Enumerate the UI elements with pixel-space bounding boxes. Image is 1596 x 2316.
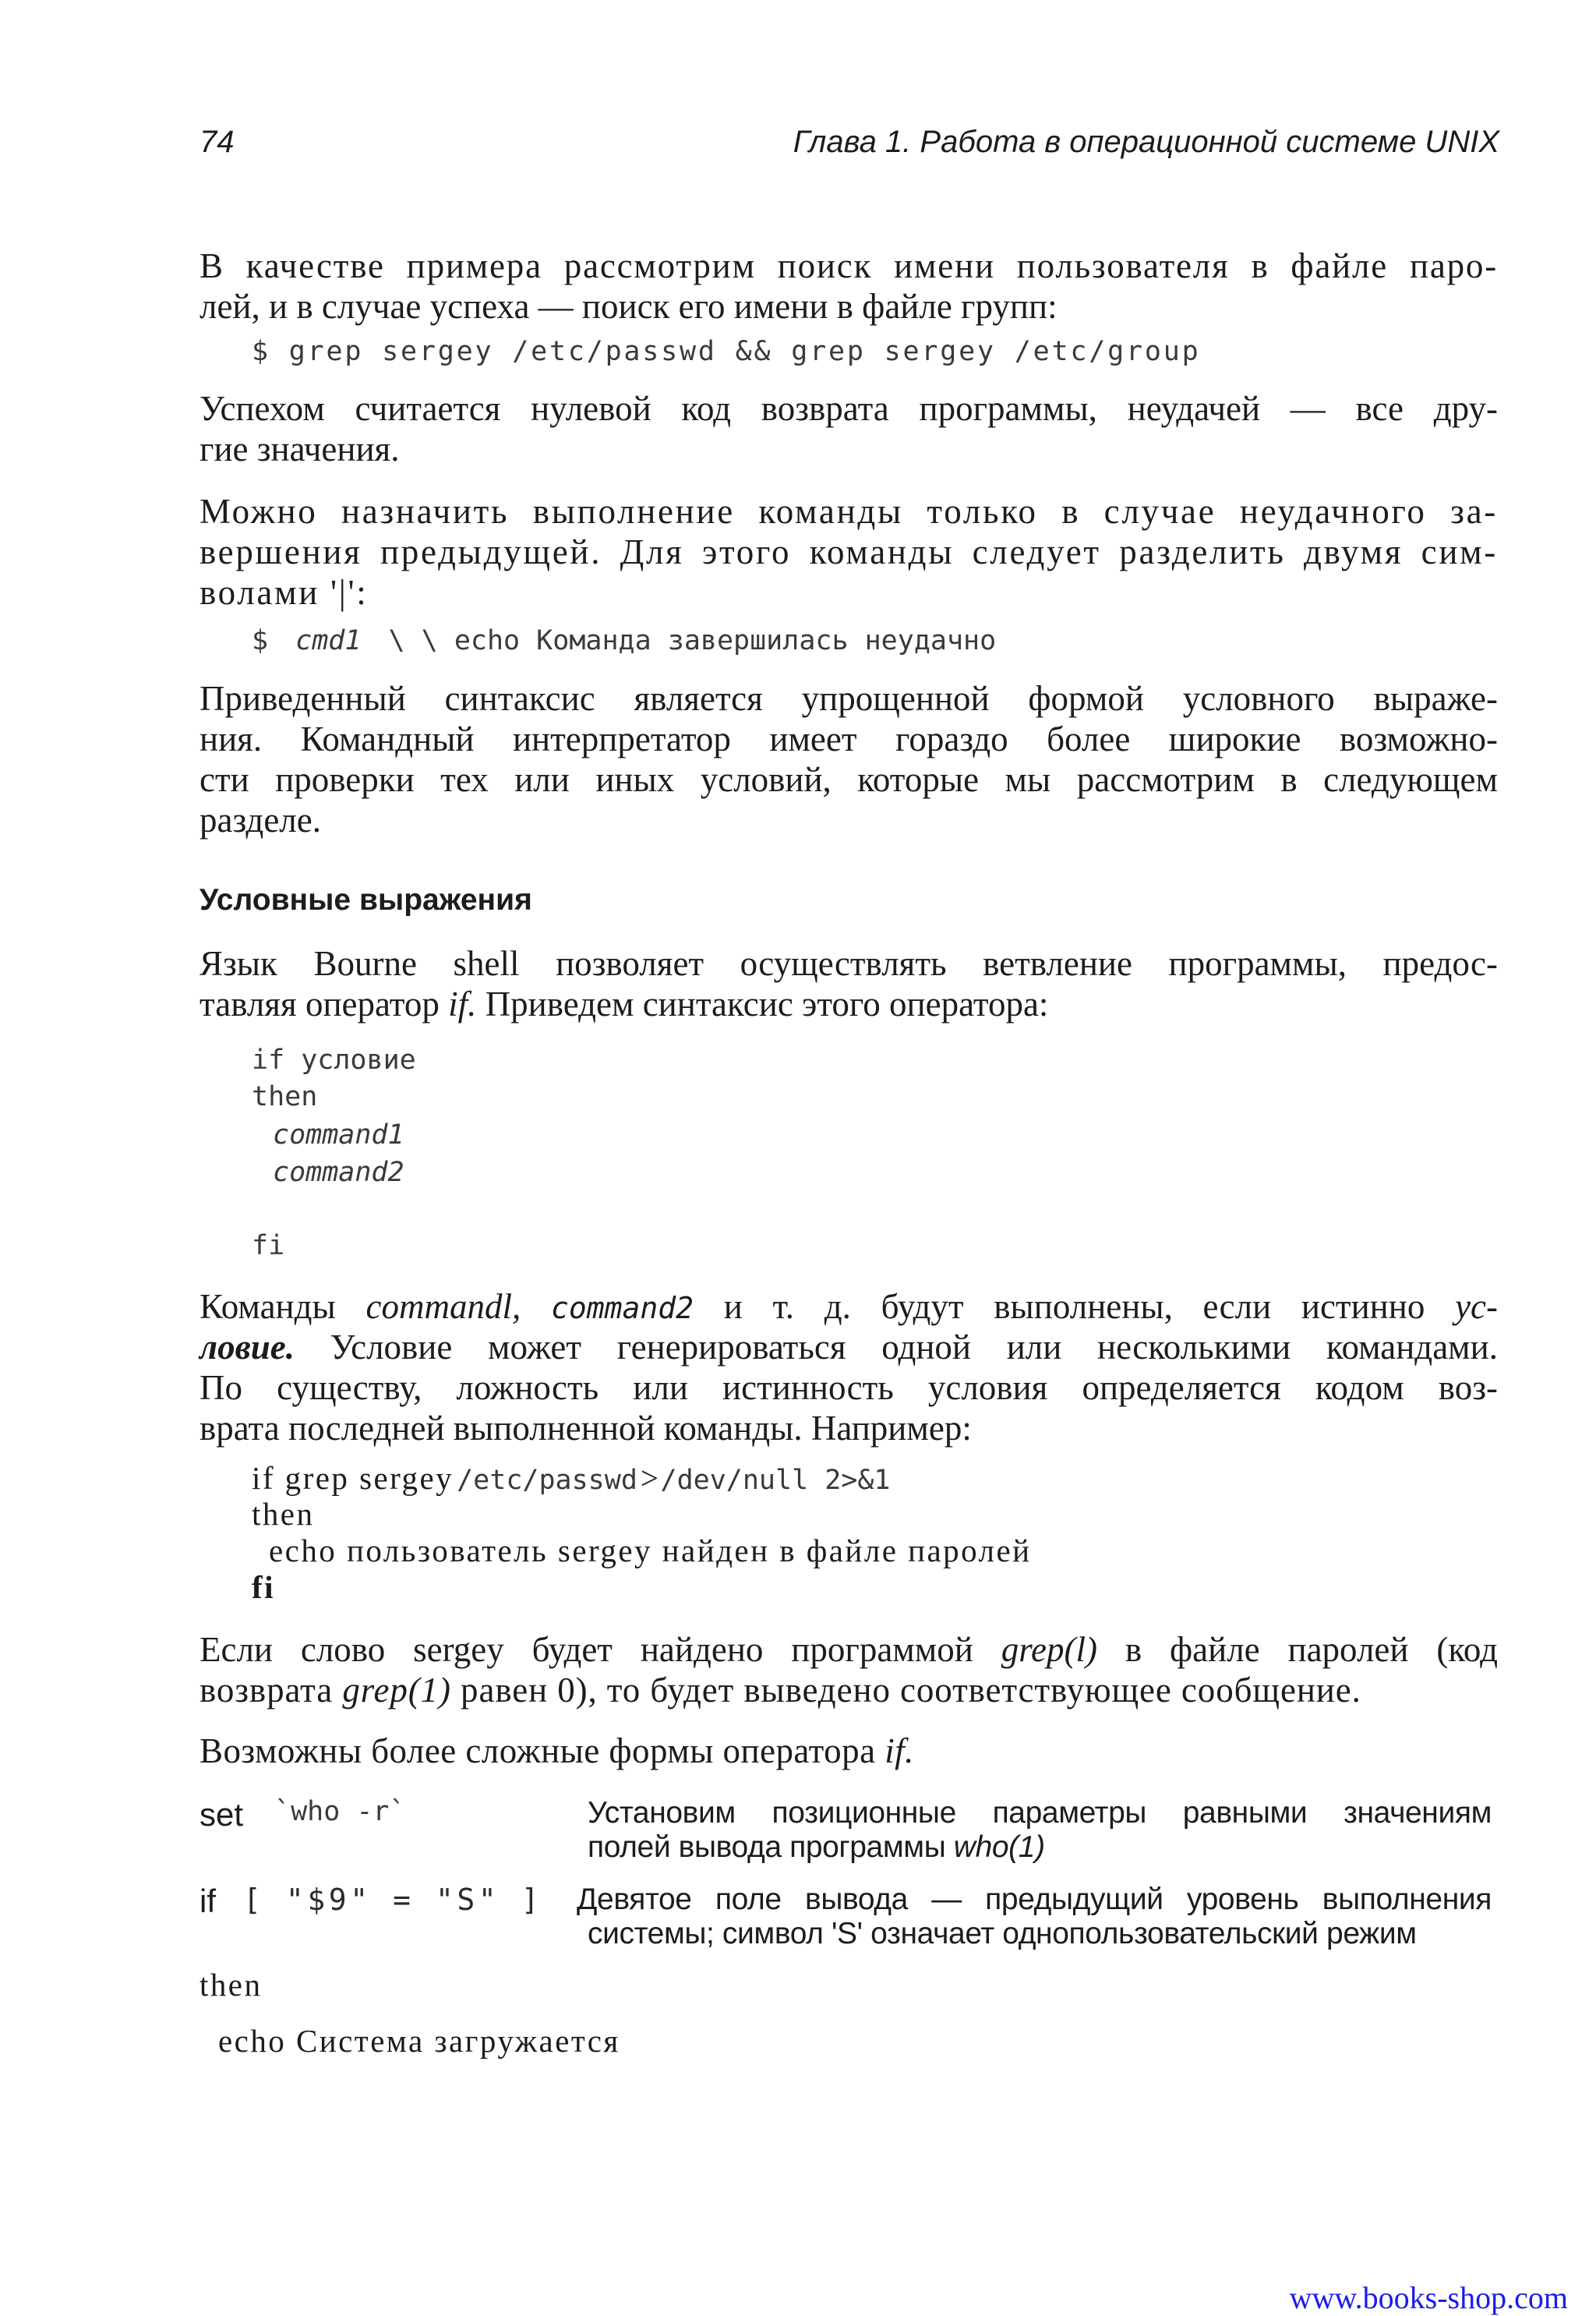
syntax-line-fi: fi xyxy=(252,1230,285,1261)
keyword-if: if. xyxy=(885,1731,914,1770)
paragraph-line: В качестве примера рассмотрим поиск имени пользователя в файле паро- xyxy=(200,246,1498,285)
description-line xyxy=(588,1830,1492,1865)
paragraph-line xyxy=(200,1327,1498,1367)
paragraph-line: Язык Bourne shell позволяет осуществлять ветвление программы, предос- xyxy=(200,944,1498,983)
syntax-line-command2: command2 xyxy=(273,1157,404,1188)
paragraph-line: разделе. xyxy=(200,801,321,840)
text-fragment: полей вывода программы xyxy=(588,1830,954,1864)
example2-then: then xyxy=(200,1967,263,2003)
text-fragment: Возможны более сложные формы оператора xyxy=(200,1731,885,1770)
example-line-echo: echo пользователь sergey найден в файле паролей xyxy=(269,1533,1032,1568)
code-command-name: cmd1 xyxy=(295,625,362,656)
paragraph-line: лей, и в случае успеха — поиск его имени в файле групп: xyxy=(200,287,1058,326)
code-or-example xyxy=(252,625,996,656)
example-line-if xyxy=(252,1459,891,1497)
paragraph-line: Успехом считается нулевой код возврата программы, неудачей — все дру- xyxy=(200,389,1498,428)
code-fragment: /dev/null 2>&1 xyxy=(660,1465,891,1496)
code-prompt: $ xyxy=(252,625,269,656)
example-line-then: then xyxy=(252,1496,315,1532)
text-fragment: и т. д. будут выполнены, если истинно xyxy=(694,1287,1456,1326)
example2-if-description xyxy=(577,1883,1492,1951)
running-head: Глава 1. Работа в операционной системе UNIX xyxy=(793,125,1499,159)
example-line-fi: fi xyxy=(252,1569,275,1605)
paragraph-complex-forms xyxy=(200,1731,914,1771)
example2-echo: echo Система загружается xyxy=(218,2023,620,2059)
watermark-link[interactable]: www.books-shop.com xyxy=(1289,2280,1568,2315)
text-fragment: Если слово sergey будет найдено программой xyxy=(200,1630,1001,1669)
page-number: 74 xyxy=(200,125,235,159)
term-command1: commandl, xyxy=(365,1287,521,1326)
text-fragment: тавляя оператор xyxy=(200,985,449,1024)
example2-set-arg: `who -r` xyxy=(274,1796,406,1827)
paragraph-success-code xyxy=(200,388,1498,469)
paragraph-bourne-shell xyxy=(200,943,1498,1024)
text-fragment: возврата xyxy=(200,1671,343,1710)
keyword-if: if. xyxy=(448,985,477,1024)
description-line: Установим позиционные параметры равными значениям xyxy=(588,1796,1492,1830)
paragraph-line: сти проверки тех или иных условий, которые мы рассмотрим в следующем xyxy=(200,760,1498,799)
paragraph-grep-result xyxy=(200,1629,1498,1710)
term-grep: grep(1) xyxy=(342,1671,451,1710)
code-fragment: /etc/passwd xyxy=(457,1465,637,1496)
paragraph-line: врата последней выполненной команды. Например: xyxy=(200,1409,972,1448)
paragraph-line: Можно назначить выполнение команды только в случае неудачного за- xyxy=(200,492,1498,531)
syntax-line-command1: command1 xyxy=(273,1119,404,1151)
code-fragment: > xyxy=(640,1460,661,1496)
example2-set-description xyxy=(588,1796,1492,1865)
syntax-line-then: then xyxy=(252,1081,318,1112)
text-fragment: в файле паролей (код xyxy=(1097,1630,1499,1669)
paragraph-line: вершения предыдущей. Для этого команды следует разделить двумя сим- xyxy=(200,532,1498,571)
code-rest: \ \ echo Команда завершилась неудачно xyxy=(388,625,997,656)
example2-set-keyword: set xyxy=(200,1796,244,1833)
text-fragment: Приведем синтаксис этого оператора: xyxy=(476,985,1049,1024)
text-fragment: равен 0), то будет выведено соответствующее сообщение. xyxy=(450,1671,1361,1710)
example2-if-keyword: if xyxy=(200,1883,216,1919)
paragraph-commands-condition xyxy=(200,1286,1498,1448)
description-line: системы; символ 'S' означает однопользовательский режим xyxy=(588,1917,1417,1950)
paragraph-line xyxy=(200,1670,1498,1710)
paragraph-line: ния. Командный интерпретатор имеет гораздо более широкие возможно- xyxy=(200,720,1498,758)
paragraph-grep-example xyxy=(200,246,1498,327)
paragraph-line xyxy=(200,984,1498,1024)
paragraph-line xyxy=(200,1629,1498,1670)
syntax-line-if: if условие xyxy=(252,1045,416,1076)
paragraph-syntax-note xyxy=(200,678,1498,840)
description-line: Девятое поле вывода — предыдущий уровень выполнения xyxy=(577,1883,1492,1916)
term-who: who(1) xyxy=(953,1830,1045,1864)
paragraph-line: По существу, ложность или истинность условия определяется кодом воз- xyxy=(200,1368,1498,1407)
term-condition: ловие. xyxy=(200,1328,295,1367)
paragraph-line: волами '|': xyxy=(200,573,369,612)
paragraph-line: гие значения. xyxy=(200,430,400,469)
section-heading: Условные выражения xyxy=(200,883,532,917)
term-condition: ус- xyxy=(1455,1287,1499,1326)
paragraph-line xyxy=(200,1286,1498,1327)
term-grep: grep(l) xyxy=(1001,1630,1098,1669)
paragraph-line: Приведенный синтаксис является упрощенной формой условного выраже- xyxy=(200,679,1498,718)
paragraph-or-operator xyxy=(200,491,1498,613)
example2-if-condition: [ "$9" = "S" ] xyxy=(243,1883,543,1917)
text-fragment: Команды xyxy=(200,1287,366,1326)
code-grep-and: $ grep sergey /etc/passwd && grep sergey /etc/group xyxy=(252,336,1201,367)
text-fragment: Условие может генерироваться одной или несколькими командами. xyxy=(294,1328,1498,1367)
term-command2: command2 xyxy=(550,1291,694,1325)
code-fragment: if grep sergey xyxy=(252,1460,454,1496)
